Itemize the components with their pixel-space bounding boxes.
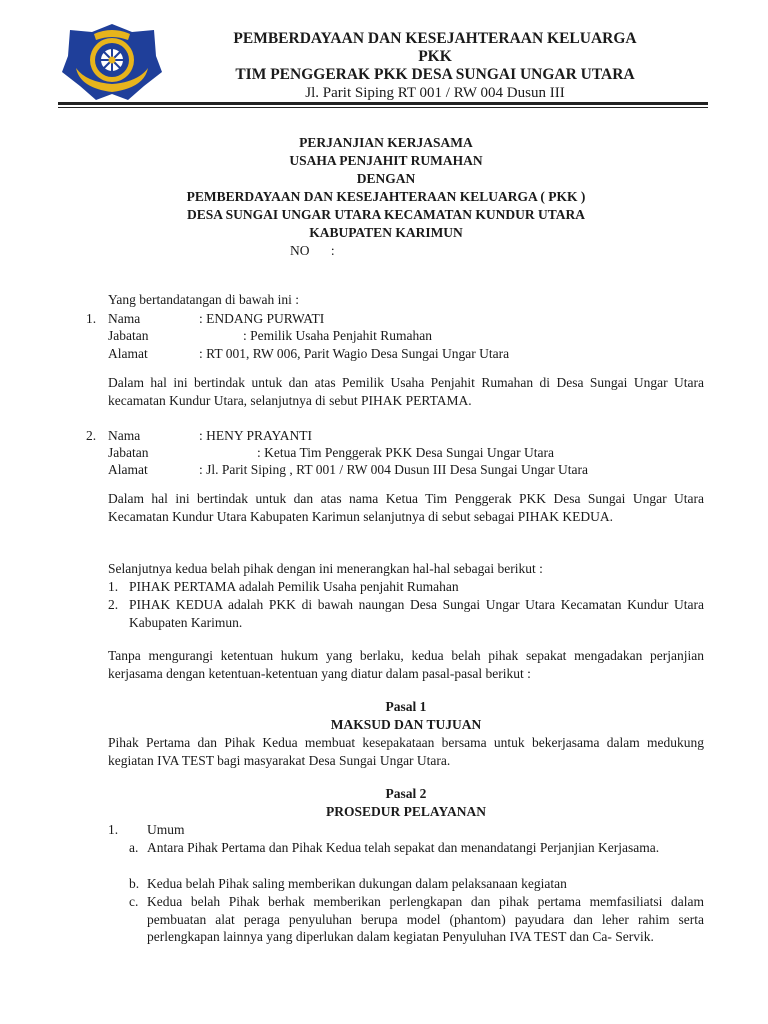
letterhead-divider (58, 102, 708, 105)
party1-name-label: Nama (108, 311, 141, 326)
number-colon: : (330, 243, 335, 258)
pasal2-subitem: Antara Pihak Pertama dan Pihak Kedua telah sepakat dan menandatangi Perjanjian Kerjasama. (147, 840, 660, 855)
pasal2-item-number: 1. (108, 822, 119, 837)
intro-text: Yang bertandatangan di bawah ini : (108, 292, 299, 307)
number-label: NO (290, 243, 310, 258)
party2-address-value: : Jl. Parit Siping , RT 001 / RW 004 Dusun III Desa Sungai Ungar Utara (199, 462, 589, 477)
explanation-item-number: 2. (108, 597, 119, 612)
party1-address-label: Alamat (108, 346, 148, 361)
pasal2-item-label: Umum (147, 822, 185, 837)
pkk-emblem-icon (58, 22, 166, 102)
title-line: DESA SUNGAI UNGAR UTARA KECAMATAN KUNDUR UTARA (186, 207, 586, 222)
explanation-item: PIHAK PERTAMA adalah Pemilik Usaha penjahit Rumahan (129, 579, 459, 594)
pasal1-title: MAKSUD DAN TUJUAN (330, 717, 482, 732)
pasal2-title: PROSEDUR PELAYANAN (326, 804, 486, 819)
party1-position-label: Jabatan (108, 328, 149, 343)
party2-statement: Dalam hal ini bertindak untuk dan atas nama Ketua Tim Penggerak PKK Desa Sungai Ungar Utara Kecamatan Kundur Utara Kabupaten Karimun selanjutnya di sebut sebagai PIHAK KEDUA. (108, 491, 704, 524)
letterhead-divider-thin (58, 107, 708, 108)
title-line: PEMBERDAYAAN DAN KESEJAHTERAAN KELUARGA ( PKK ) (186, 189, 586, 204)
pasal2-subitem-letter: c. (129, 894, 139, 909)
pasal1-text: Pihak Pertama dan Pihak Kedua membuat kesepakataan bersama untuk bekerjasama dalam medukung kegiatan IVA TEST bagi masyarakat Desa Sungai Ungar Utara. (108, 735, 704, 768)
pasal2-heading: Pasal 2 (385, 786, 427, 801)
party1-name-value: : ENDANG PURWATI (199, 311, 325, 326)
party2-address-label: Alamat (108, 462, 148, 477)
pasal1-heading: Pasal 1 (385, 699, 427, 714)
title-line: KABUPATEN KARIMUN (309, 225, 463, 240)
letterhead-abbr: PKK (418, 48, 452, 65)
letterhead-org: PEMBERDAYAAN DAN KESEJAHTERAAN KELUARGA (233, 30, 637, 47)
explanation-intro: Selanjutnya kedua belah pihak dengan ini menerangkan hal-hal sebagai berikut : (108, 561, 543, 576)
document-title (108, 134, 664, 242)
party1-statement: Dalam hal ini bertindak untuk dan atas Pemilik Usaha Penjahit Rumahan di Desa Sungai Ungar Utara kecamatan Kundur Utara, selanjutnya di sebut PIHAK PERTAMA. (108, 375, 704, 408)
pasal2-subitem: Kedua belah Pihak berhak memberikan perlengkapan dan pihak pertama memfasiliatsi dalam pembuatan alat peraga penyuluhan berupa model (phantom) payudara dan leher rahim serta perlengkapan lainnya yang diperlukan dalam kegiatan Penyuluhan IVA TEST dan Ca- Servik. (147, 894, 704, 944)
pkk-logo (58, 22, 166, 102)
title-line: USAHA PENJAHIT RUMAHAN (289, 153, 483, 168)
explanation-item-number: 1. (108, 579, 119, 594)
title-line: PERJANJIAN KERJASAMA (299, 135, 473, 150)
party2-name-value: : HENY PRAYANTI (199, 428, 313, 443)
party2-name-label: Nama (108, 428, 141, 443)
party1-number: 1. (86, 311, 97, 326)
explanation-item: PIHAK KEDUA adalah PKK di bawah naungan Desa Sungai Ungar Utara Kecamatan Kundur Utara Kabupaten Karimun. (129, 597, 704, 630)
pasal2-subitem: Kedua belah Pihak saling memberikan dukungan dalam pelaksanaan kegiatan (147, 876, 567, 891)
title-line: DENGAN (356, 171, 416, 186)
letterhead (160, 30, 710, 102)
letterhead-team: TIM PENGGERAK PKK DESA SUNGAI UNGAR UTARA (235, 66, 635, 83)
pasal2-subitem-letter: a. (129, 840, 139, 855)
party1-position-value: : Pemilik Usaha Penjahit Rumahan (243, 328, 432, 343)
party2-number: 2. (86, 428, 97, 443)
pasal2-subitem-letter: b. (129, 876, 140, 891)
document-number (290, 243, 335, 259)
agreement-text: Tanpa mengurangi ketentuan hukum yang berlaku, kedua belah pihak sepakat mengadakan perjanjian kerjasama dengan ketentuan-ketentuan yang diatur dalam pasal-pasal berikut : (108, 648, 704, 681)
party2-position-label: Jabatan (108, 445, 149, 460)
party2-position-value: : Ketua Tim Penggerak PKK Desa Sungai Ungar Utara (257, 445, 554, 460)
letterhead-address: Jl. Parit Siping RT 001 / RW 004 Dusun III (305, 85, 565, 101)
party1-address-value: : RT 001, RW 006, Parit Wagio Desa Sungai Ungar Utara (199, 346, 510, 361)
